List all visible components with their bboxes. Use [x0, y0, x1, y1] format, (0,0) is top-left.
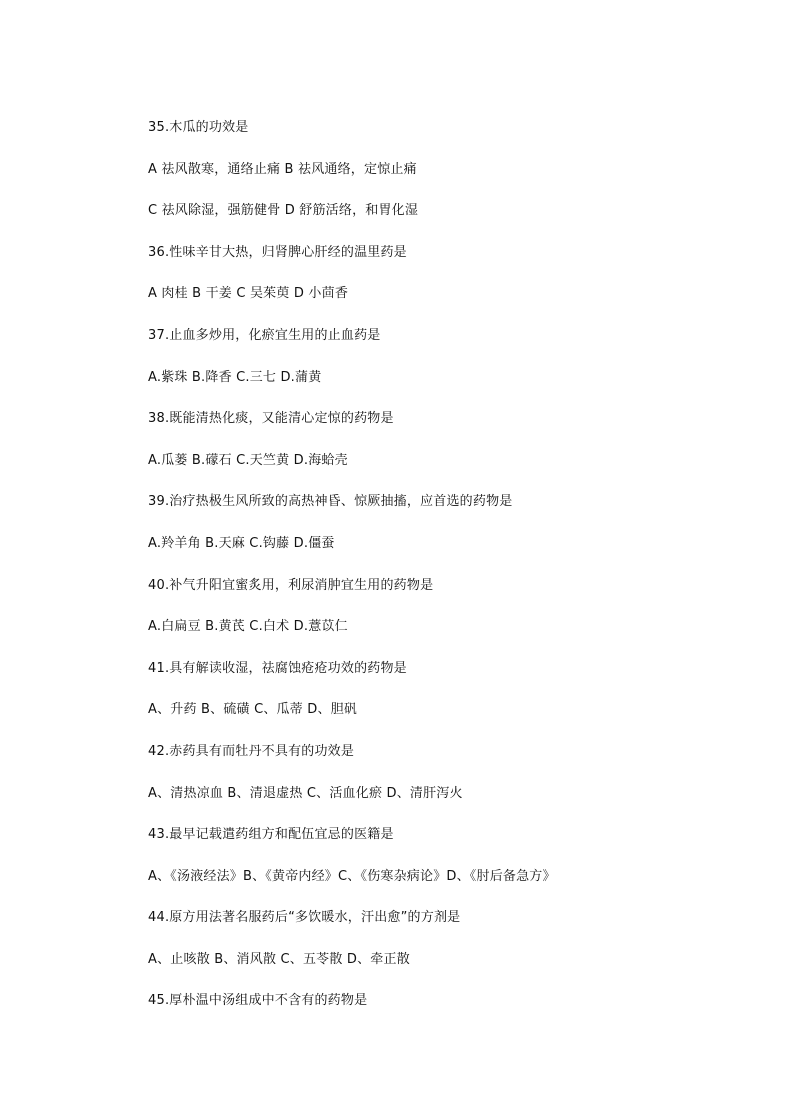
- question-38: 38.既能清热化痰，又能清心定惊的药物是: [148, 411, 394, 427]
- question-43: 43.最早记载遣药组方和配伍宜忌的医籍是: [148, 827, 394, 843]
- question-41-options: A、升药 B、硫磺 C、瓜蒂 D、胆矾: [148, 702, 358, 718]
- question-35-options-ab: A 祛风散寒，通络止痛 B 祛风通络，定惊止痛: [148, 161, 417, 177]
- question-35: 35.木瓜的功效是: [148, 120, 249, 135]
- question-39: 39.治疗热极生风所致的高热神昏、惊厥抽搐，应首选的药物是: [148, 494, 513, 510]
- question-36-options: A 肉桂 B 干姜 C 吴茱萸 D 小茴香: [148, 286, 349, 302]
- question-42-options: A、清热凉血 B、清退虚热 C、活血化瘀 D、清肝泻火: [148, 785, 463, 801]
- question-36: 36.性味辛甘大热，归肾脾心肝经的温里药是: [148, 244, 407, 260]
- question-45: 45.厚朴温中汤组成中不含有的药物是: [148, 993, 368, 1009]
- question-35-options-cd: C 祛风除湿，强筋健骨 D 舒筋活络，和胃化湿: [148, 203, 419, 219]
- question-44: 44.原方用法著名服药后“多饮暖水，汗出愈”的方剂是: [148, 910, 461, 926]
- question-43-options: A、《汤液经法》B、《黄帝内经》C、《伤寒杂病论》D、《肘后备急方》: [148, 868, 556, 884]
- document-body: [148, 118, 768, 1033]
- question-37-options: A.紫珠 B.降香 C.三七 D.蒲黄: [148, 369, 322, 385]
- question-39-options: A.羚羊角 B.天麻 C.钩藤 D.僵蚕: [148, 535, 335, 551]
- question-38-options: A.瓜蒌 B.礞石 C.天竺黄 D.海蛤壳: [148, 452, 348, 468]
- question-40-options: A.白扁豆 B.黄芪 C.白术 D.薏苡仁: [148, 619, 348, 635]
- question-44-options: A、止咳散 B、消风散 C、五苓散 D、牵正散: [148, 951, 410, 967]
- question-41: 41.具有解读收湿，祛腐蚀疮疮功效的药物是: [148, 660, 407, 676]
- question-42: 42.赤药具有而牡丹不具有的功效是: [148, 743, 355, 759]
- question-40: 40.补气升阳宜蜜炙用，利尿消肿宜生用的药物是: [148, 577, 434, 593]
- question-37: 37.止血多炒用，化瘀宜生用的止血药是: [148, 327, 381, 343]
